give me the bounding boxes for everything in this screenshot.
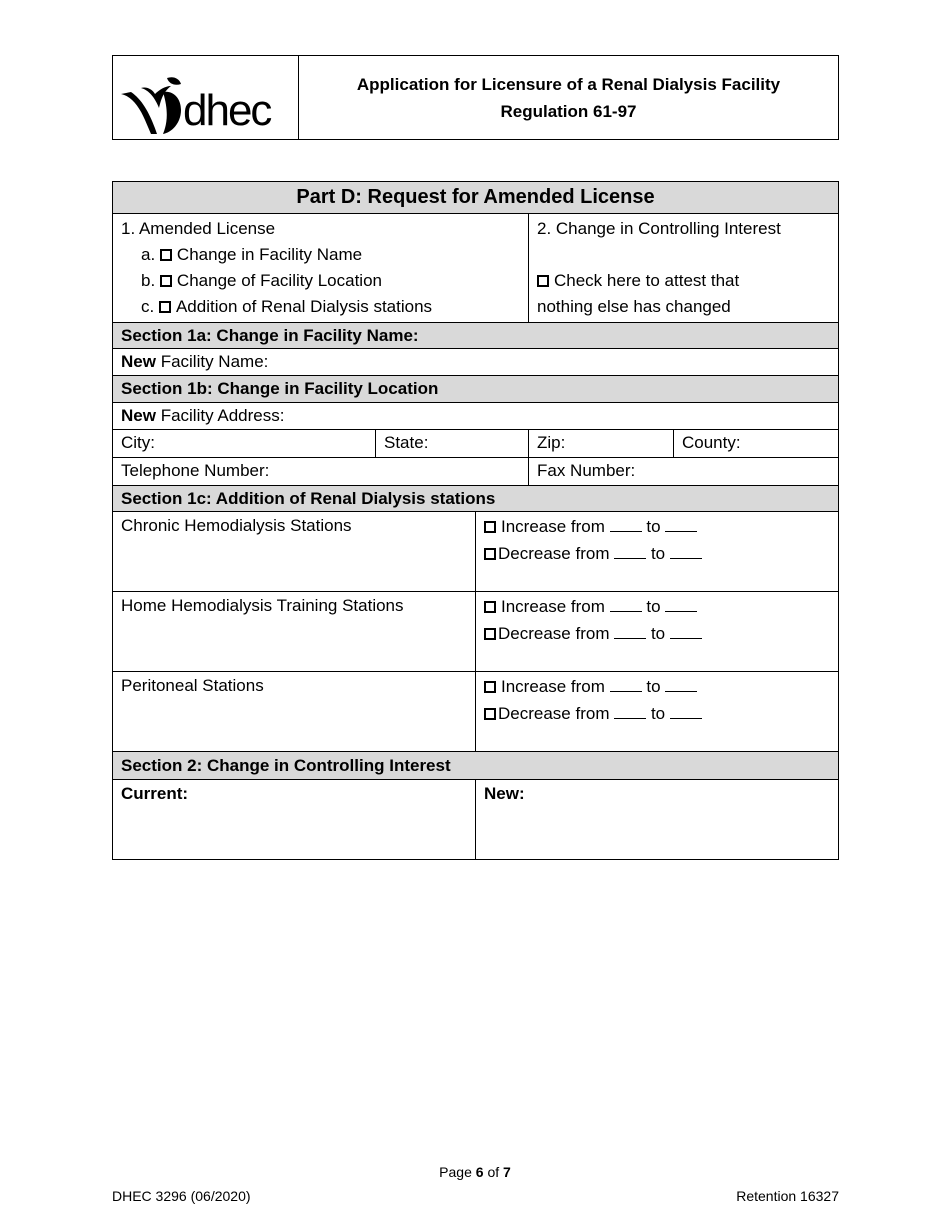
decrease-label: Decrease from [498, 624, 610, 643]
station-change-cell [475, 672, 838, 752]
from-blank[interactable] [610, 515, 642, 532]
city-state-zip-row [113, 429, 838, 458]
zip-field[interactable] [528, 430, 673, 458]
current-label: Current: [121, 784, 189, 803]
station-change-cell [475, 592, 838, 672]
to-label: to [646, 517, 661, 536]
title-line-1: Application for Licensure of a Renal Dialysis Facility [356, 74, 781, 94]
to-blank[interactable] [670, 702, 702, 719]
section-1a-title: Section 1a: Change in Facility Name: [113, 322, 838, 349]
decrease-label: Decrease from [498, 704, 610, 723]
logo-cell [113, 56, 299, 139]
increase-label: Increase from [501, 517, 605, 536]
state-label: State: [384, 433, 429, 452]
city-label: City: [121, 433, 155, 452]
checkbox-icon[interactable] [484, 628, 496, 640]
to-blank[interactable] [665, 515, 697, 532]
from-blank[interactable] [614, 542, 646, 559]
station-row-chronic [113, 511, 838, 592]
station-change-cell [475, 512, 838, 592]
attest-label-line-1: Check here to attest that [554, 271, 740, 290]
amended-license-form [112, 181, 839, 860]
new-facility-name-field[interactable] [113, 349, 838, 376]
decrease-label: Decrease from [498, 544, 610, 563]
option-add-stations[interactable] [121, 294, 528, 320]
increase-option[interactable] [484, 673, 838, 700]
page-number [0, 1164, 950, 1180]
section-1b-title: Section 1b: Change in Facility Location [113, 375, 838, 403]
new-facility-address-field[interactable] [113, 403, 838, 430]
option-marker: b. [141, 271, 156, 290]
checkbox-icon[interactable] [484, 548, 496, 560]
new-label-bold: New [121, 352, 156, 371]
retention-number: Retention 16327 [736, 1188, 839, 1204]
page-current: 6 [475, 1164, 484, 1180]
document-title [299, 56, 838, 139]
page-total: 7 [503, 1164, 511, 1180]
option-label: Change in Facility Name [176, 245, 363, 264]
from-blank[interactable] [614, 622, 646, 639]
station-row-home-training [113, 591, 838, 672]
increase-option[interactable] [484, 513, 838, 540]
city-field[interactable] [113, 430, 375, 458]
to-blank[interactable] [670, 542, 702, 559]
to-blank[interactable] [665, 595, 697, 612]
station-name: Chronic Hemodialysis Stations [121, 516, 352, 535]
county-field[interactable] [673, 430, 838, 458]
checkbox-icon[interactable] [159, 301, 171, 313]
to-label: to [650, 704, 666, 723]
option-marker: c. [141, 297, 155, 316]
option-facility-name[interactable] [121, 242, 528, 268]
checkbox-icon[interactable] [484, 521, 496, 533]
new-label: New: [484, 784, 525, 803]
checkbox-icon[interactable] [484, 708, 496, 720]
amended-license-row [113, 213, 838, 323]
amended-license-title: 1. Amended License [121, 219, 276, 238]
from-blank[interactable] [610, 675, 642, 692]
logo-text: dhec [183, 86, 271, 135]
facility-name-label: Facility Name: [155, 352, 269, 371]
page-of: of [483, 1164, 504, 1180]
checkbox-icon[interactable] [537, 275, 549, 287]
controlling-interest-row [113, 779, 838, 860]
to-blank[interactable] [670, 622, 702, 639]
telephone-label: Telephone Number: [121, 461, 270, 480]
part-title: Part D: Request for Amended License [113, 182, 838, 213]
new-facility-address-row[interactable] [113, 402, 838, 430]
attest-checkbox-option[interactable] [537, 268, 838, 294]
to-label: to [650, 544, 666, 563]
station-row-peritoneal [113, 671, 838, 752]
increase-label: Increase from [501, 677, 605, 696]
increase-label: Increase from [501, 597, 605, 616]
to-label: to [650, 624, 666, 643]
county-label: County: [682, 433, 741, 452]
station-name: Peritoneal Stations [121, 676, 264, 695]
checkbox-icon[interactable] [484, 681, 496, 693]
option-marker: a. [141, 245, 156, 264]
from-blank[interactable] [614, 702, 646, 719]
option-facility-location[interactable] [121, 268, 528, 294]
to-label: to [646, 677, 661, 696]
controlling-interest-cell [528, 214, 838, 323]
section-1c-title: Section 1c: Addition of Renal Dialysis stations [113, 485, 838, 512]
increase-option[interactable] [484, 593, 838, 620]
amended-license-cell [113, 214, 528, 323]
checkbox-icon[interactable] [484, 601, 496, 613]
page-prefix: Page [439, 1164, 476, 1180]
title-line-2: Regulation 61-97 [500, 101, 637, 121]
station-name: Home Hemodialysis Training Stations [121, 596, 404, 615]
from-blank[interactable] [610, 595, 642, 612]
facility-address-label: Facility Address: [155, 406, 285, 425]
decrease-option[interactable] [484, 620, 838, 647]
attest-label-line-2: nothing else has changed [537, 297, 731, 316]
section-2-title: Section 2: Change in Controlling Interest [113, 751, 838, 780]
new-owner-field[interactable] [475, 780, 838, 860]
checkbox-icon[interactable] [160, 275, 172, 287]
fax-label: Fax Number: [537, 461, 636, 480]
controlling-interest-title: 2. Change in Controlling Interest [537, 219, 781, 238]
phone-fax-row [113, 457, 838, 486]
document-header [112, 55, 839, 140]
checkbox-icon[interactable] [160, 249, 172, 261]
current-owner-field[interactable] [113, 780, 475, 860]
state-field[interactable] [375, 430, 528, 458]
new-label-bold: New [121, 406, 156, 425]
decrease-option[interactable] [484, 700, 838, 727]
form-id: DHEC 3296 (06/2020) [112, 1188, 251, 1204]
to-label: to [646, 597, 661, 616]
to-blank[interactable] [665, 675, 697, 692]
telephone-field[interactable] [113, 458, 528, 486]
zip-label: Zip: [537, 433, 566, 452]
option-label: Addition of Renal Dialysis stations [175, 297, 433, 316]
fax-field[interactable] [528, 458, 838, 486]
decrease-option[interactable] [484, 540, 838, 567]
new-facility-name-row[interactable] [113, 348, 838, 376]
option-label: Change of Facility Location [176, 271, 382, 290]
